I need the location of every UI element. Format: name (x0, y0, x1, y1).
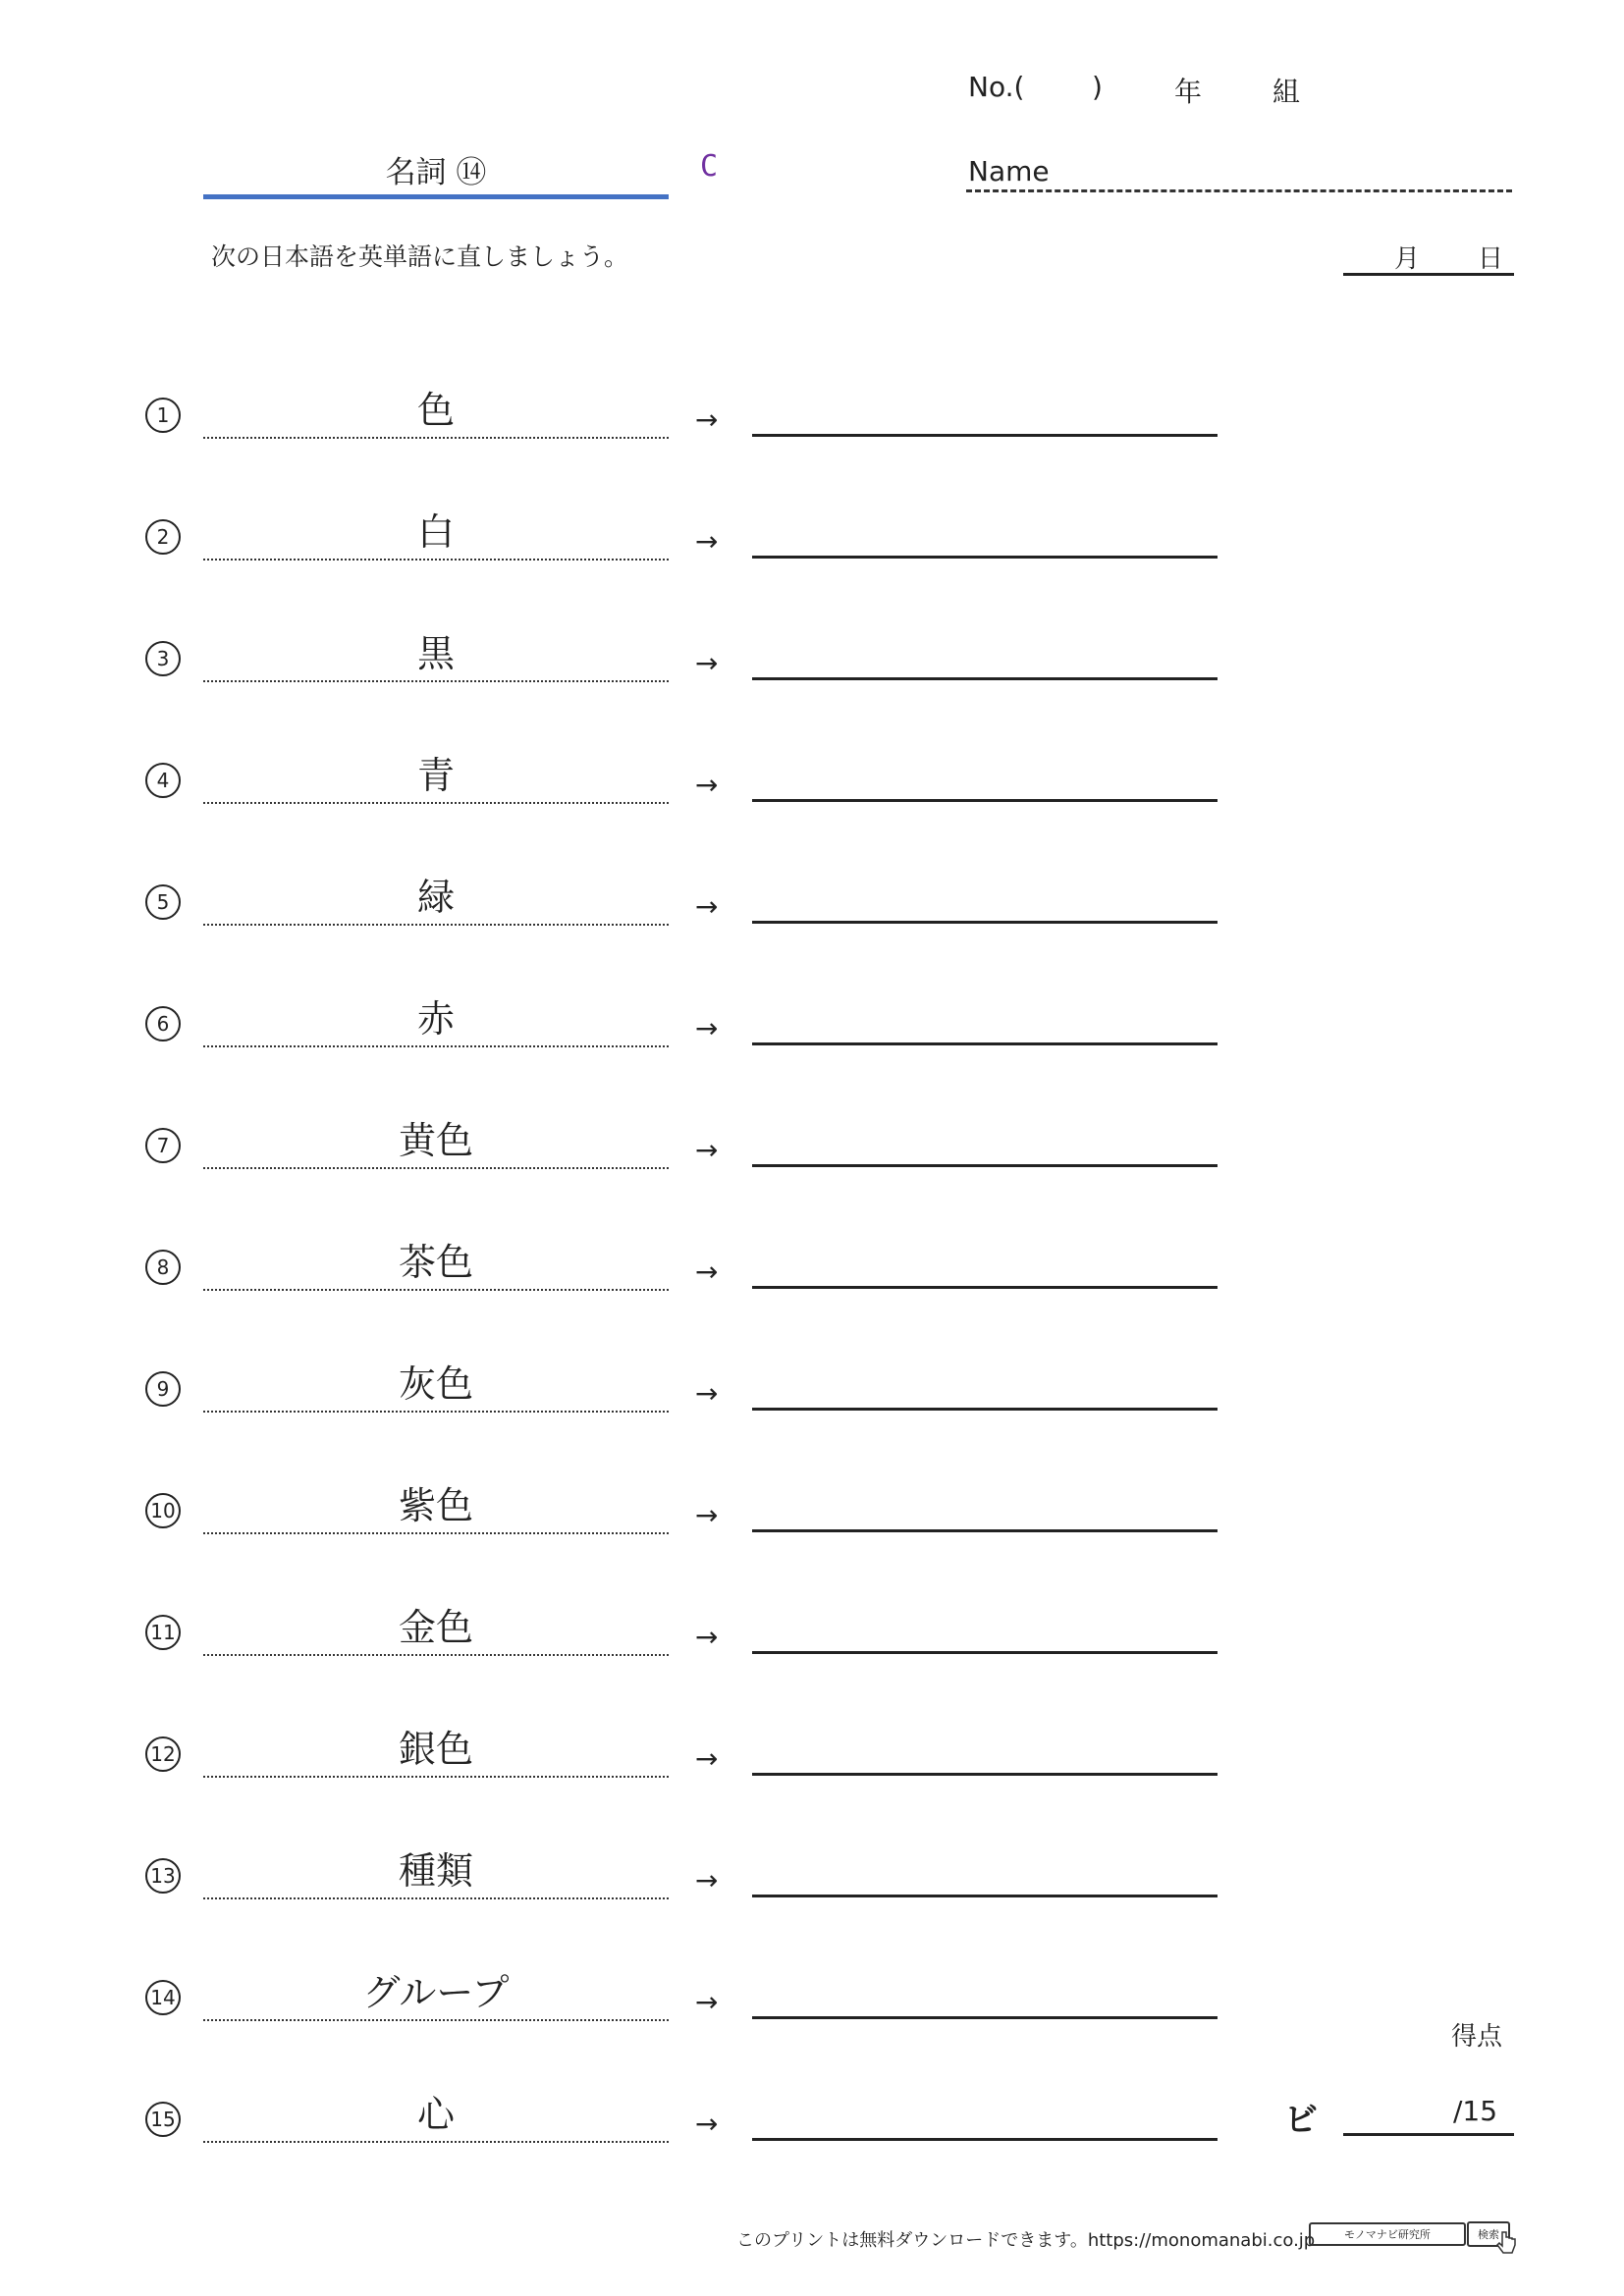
question-word: 紫色 (398, 1484, 473, 1527)
score-total: /15 (1453, 2095, 1498, 2127)
question-underline (203, 437, 669, 439)
question-underline (203, 2019, 669, 2021)
answer-field[interactable] (752, 1408, 1218, 1411)
arrow-icon: → (695, 1986, 719, 2018)
answer-field[interactable] (752, 921, 1218, 924)
question-word: グループ (362, 1971, 510, 2014)
answer-field[interactable] (752, 2138, 1218, 2141)
question-word: 金色 (398, 1606, 473, 1649)
question-number: 8 (145, 1250, 181, 1285)
date-field[interactable] (1343, 273, 1514, 276)
arrow-icon: → (695, 647, 719, 679)
number-label: No.( (968, 71, 1025, 103)
question-word: 灰色 (398, 1362, 473, 1406)
question-underline (203, 924, 669, 926)
search-box[interactable]: モノマナビ研究所 (1309, 2222, 1466, 2246)
question-word: 緑 (416, 876, 455, 919)
question-underline (203, 1289, 669, 1291)
question-underline (203, 802, 669, 804)
question-number: 6 (145, 1006, 181, 1041)
answer-field[interactable] (752, 1529, 1218, 1532)
arrow-icon: → (695, 403, 719, 436)
number-close: ) (1092, 71, 1103, 103)
answer-field[interactable] (752, 1895, 1218, 1897)
question-underline (203, 1167, 669, 1169)
answer-field[interactable] (752, 1164, 1218, 1167)
question-number: 11 (145, 1615, 181, 1650)
arrow-icon: → (695, 525, 719, 558)
question-number: 3 (145, 641, 181, 676)
question-word: 白 (416, 510, 455, 554)
question-word: 茶色 (398, 1241, 473, 1284)
question-word: 心 (416, 2093, 455, 2136)
question-word: 青 (416, 754, 455, 797)
question-word: 銀色 (398, 1728, 473, 1771)
question-word: 黒 (416, 632, 455, 675)
month-label: 月 (1394, 244, 1421, 274)
question-number: 15 (145, 2102, 181, 2137)
arrow-icon: → (695, 2108, 719, 2140)
bi-mark: ビ (1284, 2101, 1318, 2140)
answer-field[interactable] (752, 2016, 1218, 2019)
arrow-icon: → (695, 1255, 719, 1288)
answer-field[interactable] (752, 1286, 1218, 1289)
answer-field[interactable] (752, 556, 1218, 559)
question-number: 10 (145, 1493, 181, 1528)
arrow-icon: → (695, 1499, 719, 1531)
arrow-icon: → (695, 1864, 719, 1896)
name-field[interactable] (966, 189, 1512, 192)
question-underline (203, 2141, 669, 2143)
answer-field[interactable] (752, 434, 1218, 437)
class-label: 組 (1272, 76, 1301, 108)
question-word: 色 (416, 389, 455, 432)
answer-field[interactable] (752, 1042, 1218, 1045)
arrow-icon: → (695, 1377, 719, 1410)
answer-field[interactable] (752, 677, 1218, 680)
answer-field[interactable] (752, 1773, 1218, 1776)
question-word: 種類 (398, 1849, 473, 1893)
arrow-icon: → (695, 1742, 719, 1775)
question-underline (203, 1897, 669, 1899)
question-underline (203, 559, 669, 561)
search-button[interactable]: 検索 (1467, 2221, 1510, 2247)
question-number: 2 (145, 519, 181, 555)
arrow-icon: → (695, 1012, 719, 1044)
question-word: 赤 (416, 997, 455, 1041)
question-underline (203, 1045, 669, 1047)
variant-label: C (700, 149, 719, 184)
question-number: 12 (145, 1736, 181, 1772)
page-title: 名詞 ⑭ (385, 155, 487, 190)
name-label: Name (968, 155, 1050, 187)
arrow-icon: → (695, 1134, 719, 1166)
question-underline (203, 1654, 669, 1656)
question-number: 4 (145, 763, 181, 798)
question-number: 13 (145, 1858, 181, 1894)
question-number: 1 (145, 398, 181, 433)
instruction: 次の日本語を英単語に直しましょう。 (211, 242, 629, 271)
question-underline (203, 1411, 669, 1413)
answer-field[interactable] (752, 799, 1218, 802)
footer-text: このプリントは無料ダウンロードできます。https://monomanabi.co.jp (736, 2230, 1316, 2251)
question-number: 7 (145, 1128, 181, 1163)
question-word: 黄色 (398, 1119, 473, 1162)
question-number: 5 (145, 884, 181, 920)
question-number: 14 (145, 1980, 181, 2015)
question-number: 9 (145, 1371, 181, 1407)
day-label: 日 (1478, 244, 1504, 274)
title-underline (203, 147, 669, 199)
arrow-icon: → (695, 769, 719, 801)
hand-cursor-icon (1494, 2230, 1518, 2258)
answer-field[interactable] (752, 1651, 1218, 1654)
year-label: 年 (1174, 76, 1203, 108)
arrow-icon: → (695, 890, 719, 923)
question-underline (203, 680, 669, 682)
question-underline (203, 1532, 669, 1534)
score-label: 得点 (1451, 2022, 1503, 2052)
arrow-icon: → (695, 1621, 719, 1653)
question-underline (203, 1776, 669, 1778)
score-field[interactable] (1343, 2133, 1514, 2136)
